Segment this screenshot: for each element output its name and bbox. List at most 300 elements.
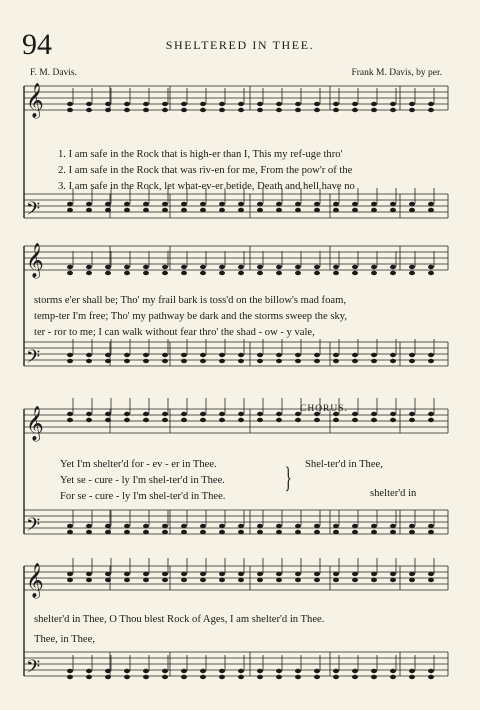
note-head bbox=[314, 675, 320, 679]
note-head bbox=[428, 271, 434, 275]
note-head bbox=[238, 669, 244, 673]
note-head bbox=[124, 202, 130, 206]
note-head bbox=[276, 412, 282, 416]
note-head bbox=[409, 572, 415, 576]
note-head bbox=[67, 412, 73, 416]
note-head bbox=[67, 418, 73, 422]
note-head bbox=[86, 102, 92, 106]
note-head bbox=[333, 675, 339, 679]
note-head bbox=[162, 675, 168, 679]
note-head bbox=[86, 530, 92, 534]
note-head bbox=[181, 578, 187, 582]
note-head bbox=[219, 108, 225, 112]
note-head bbox=[371, 108, 377, 112]
note-head bbox=[181, 102, 187, 106]
note-head bbox=[162, 669, 168, 673]
note-head bbox=[428, 418, 434, 422]
note-head bbox=[257, 353, 263, 357]
note-head bbox=[257, 524, 263, 528]
note-head bbox=[181, 412, 187, 416]
note-head bbox=[352, 524, 358, 528]
note-head bbox=[333, 102, 339, 106]
note-head bbox=[143, 530, 149, 534]
note-head bbox=[352, 675, 358, 679]
note-head bbox=[390, 208, 396, 212]
note-head bbox=[314, 202, 320, 206]
note-head bbox=[143, 265, 149, 269]
note-head bbox=[276, 572, 282, 576]
note-head bbox=[162, 102, 168, 106]
note-head bbox=[143, 108, 149, 112]
note-head bbox=[276, 102, 282, 106]
note-head bbox=[295, 675, 301, 679]
note-head bbox=[371, 412, 377, 416]
note-head bbox=[390, 578, 396, 582]
note-head bbox=[162, 208, 168, 212]
note-head bbox=[200, 412, 206, 416]
note-head bbox=[86, 208, 92, 212]
note-head bbox=[200, 418, 206, 422]
note-head bbox=[124, 108, 130, 112]
note-head bbox=[162, 202, 168, 206]
note-head bbox=[333, 530, 339, 534]
note-head bbox=[295, 208, 301, 212]
note-head bbox=[371, 102, 377, 106]
note-head bbox=[314, 669, 320, 673]
note-head bbox=[238, 530, 244, 534]
note-head bbox=[200, 578, 206, 582]
note-head bbox=[219, 208, 225, 212]
hymn-number: 94 bbox=[22, 28, 52, 61]
note-head bbox=[352, 578, 358, 582]
svg-text:𝄢: 𝄢 bbox=[26, 347, 41, 372]
note-head bbox=[390, 524, 396, 528]
note-head bbox=[238, 412, 244, 416]
svg-text:𝄢: 𝄢 bbox=[26, 199, 41, 224]
note-head bbox=[257, 265, 263, 269]
svg-text:𝄞: 𝄞 bbox=[26, 243, 44, 278]
note-head bbox=[86, 108, 92, 112]
note-head bbox=[409, 524, 415, 528]
note-heads bbox=[67, 88, 434, 679]
note-head bbox=[162, 530, 168, 534]
note-head bbox=[409, 578, 415, 582]
note-head bbox=[409, 412, 415, 416]
note-head bbox=[124, 208, 130, 212]
note-head bbox=[390, 202, 396, 206]
note-head bbox=[276, 265, 282, 269]
note-head bbox=[371, 669, 377, 673]
note-head bbox=[200, 202, 206, 206]
clefs bbox=[26, 83, 44, 682]
note-head bbox=[314, 102, 320, 106]
note-head bbox=[238, 353, 244, 357]
note-head bbox=[86, 359, 92, 363]
note-head bbox=[67, 353, 73, 357]
note-head bbox=[352, 265, 358, 269]
note-head bbox=[238, 108, 244, 112]
note-head bbox=[390, 418, 396, 422]
note-head bbox=[200, 530, 206, 534]
note-head bbox=[124, 675, 130, 679]
lyricist-credit: Frank M. Davis, by per. bbox=[351, 68, 442, 78]
note-head bbox=[143, 353, 149, 357]
note-head bbox=[257, 208, 263, 212]
note-head bbox=[105, 412, 111, 416]
note-head bbox=[143, 669, 149, 673]
note-head bbox=[371, 271, 377, 275]
svg-text:𝄞: 𝄞 bbox=[26, 406, 44, 441]
hymn-title: SHELTERED IN THEE. bbox=[165, 38, 315, 52]
chorus-refrain-top: Shel-ter'd in Thee, bbox=[305, 459, 383, 470]
note-head bbox=[124, 669, 130, 673]
note-head bbox=[200, 353, 206, 357]
note-head bbox=[67, 572, 73, 576]
note-head bbox=[105, 418, 111, 422]
note-head bbox=[352, 359, 358, 363]
note-head bbox=[333, 265, 339, 269]
note-head bbox=[162, 359, 168, 363]
note-head bbox=[105, 675, 111, 679]
note-head bbox=[428, 265, 434, 269]
note-head bbox=[371, 208, 377, 212]
note-head bbox=[390, 108, 396, 112]
note-head bbox=[428, 108, 434, 112]
note-head bbox=[219, 669, 225, 673]
note-head bbox=[86, 675, 92, 679]
svg-text:𝄢: 𝄢 bbox=[26, 515, 41, 540]
note-head bbox=[143, 412, 149, 416]
note-head bbox=[67, 271, 73, 275]
note-head bbox=[257, 572, 263, 576]
note-head bbox=[295, 572, 301, 576]
note-head bbox=[295, 353, 301, 357]
note-head bbox=[257, 102, 263, 106]
note-head bbox=[295, 524, 301, 528]
note-head bbox=[181, 675, 187, 679]
note-head bbox=[124, 102, 130, 106]
note-head bbox=[67, 208, 73, 212]
note-head bbox=[86, 265, 92, 269]
note-head bbox=[86, 524, 92, 528]
note-head bbox=[333, 208, 339, 212]
note-head bbox=[314, 265, 320, 269]
note-head bbox=[200, 524, 206, 528]
note-head bbox=[181, 669, 187, 673]
chorus-line-4-top: shelter'd in Thee, O Thou blest Rock of Ages, I am shelter'd in Thee. bbox=[34, 614, 325, 625]
note-head bbox=[143, 524, 149, 528]
note-head bbox=[257, 202, 263, 206]
note-head bbox=[219, 412, 225, 416]
note-head bbox=[352, 530, 358, 534]
note-head bbox=[238, 572, 244, 576]
note-head bbox=[371, 202, 377, 206]
note-head bbox=[143, 202, 149, 206]
note-head bbox=[314, 359, 320, 363]
note-head bbox=[390, 412, 396, 416]
note-head bbox=[314, 208, 320, 212]
note-head bbox=[352, 572, 358, 576]
note-head bbox=[238, 202, 244, 206]
note-head bbox=[238, 271, 244, 275]
note-head bbox=[162, 265, 168, 269]
note-head bbox=[124, 353, 130, 357]
note-head bbox=[428, 524, 434, 528]
note-head bbox=[314, 418, 320, 422]
note-head bbox=[162, 418, 168, 422]
verse-1-line-2: storms e'er shall be; Tho' my frail bark is toss'd on the billow's mad foam, bbox=[34, 295, 346, 306]
note-head bbox=[371, 418, 377, 422]
note-head bbox=[295, 265, 301, 269]
note-head bbox=[238, 208, 244, 212]
note-head bbox=[428, 412, 434, 416]
verse-1-line-1: 1. I am safe in the Rock that is high-er than I, This my ref-uge thro' bbox=[58, 149, 343, 160]
note-head bbox=[371, 524, 377, 528]
note-head bbox=[390, 271, 396, 275]
note-head bbox=[257, 108, 263, 112]
note-head bbox=[371, 578, 377, 582]
note-head bbox=[124, 530, 130, 534]
note-head bbox=[390, 353, 396, 357]
note-head bbox=[333, 108, 339, 112]
note-head bbox=[181, 208, 187, 212]
note-head bbox=[314, 271, 320, 275]
note-head bbox=[352, 418, 358, 422]
note-head bbox=[219, 418, 225, 422]
note-head bbox=[390, 265, 396, 269]
note-head bbox=[295, 578, 301, 582]
note-head bbox=[105, 265, 111, 269]
note-head bbox=[105, 102, 111, 106]
note-head bbox=[295, 102, 301, 106]
note-head bbox=[181, 271, 187, 275]
composer-credit: F. M. Davis. bbox=[30, 68, 78, 78]
note-head bbox=[162, 524, 168, 528]
note-head bbox=[276, 418, 282, 422]
note-head bbox=[67, 524, 73, 528]
note-head bbox=[352, 202, 358, 206]
note-head bbox=[314, 108, 320, 112]
note-head bbox=[162, 572, 168, 576]
note-head bbox=[219, 359, 225, 363]
note-head bbox=[333, 524, 339, 528]
note-head bbox=[86, 353, 92, 357]
verse-1-line-3: Yet I'm shelter'd for - ev - er in Thee. bbox=[60, 459, 217, 470]
note-head bbox=[143, 578, 149, 582]
note-head bbox=[219, 102, 225, 106]
note-head bbox=[333, 578, 339, 582]
note-head bbox=[105, 271, 111, 275]
note-head bbox=[181, 108, 187, 112]
note-head bbox=[257, 412, 263, 416]
note-head bbox=[276, 669, 282, 673]
note-head bbox=[162, 578, 168, 582]
note-head bbox=[276, 530, 282, 534]
note-head bbox=[105, 208, 111, 212]
note-head bbox=[409, 353, 415, 357]
note-head bbox=[124, 359, 130, 363]
note-head bbox=[105, 108, 111, 112]
note-head bbox=[390, 572, 396, 576]
note-head bbox=[124, 271, 130, 275]
note-head bbox=[105, 572, 111, 576]
note-head bbox=[162, 108, 168, 112]
note-head bbox=[352, 669, 358, 673]
note-head bbox=[428, 102, 434, 106]
note-head bbox=[276, 208, 282, 212]
note-head bbox=[428, 353, 434, 357]
note-head bbox=[124, 524, 130, 528]
note-head bbox=[67, 265, 73, 269]
note-head bbox=[428, 669, 434, 673]
note-head bbox=[181, 524, 187, 528]
note-head bbox=[200, 572, 206, 576]
note-head bbox=[295, 669, 301, 673]
note-head bbox=[295, 108, 301, 112]
note-head bbox=[295, 359, 301, 363]
note-head bbox=[428, 530, 434, 534]
note-head bbox=[219, 675, 225, 679]
note-head bbox=[333, 271, 339, 275]
note-head bbox=[352, 208, 358, 212]
note-head bbox=[238, 359, 244, 363]
note-head bbox=[67, 202, 73, 206]
note-head bbox=[409, 271, 415, 275]
note-head bbox=[200, 359, 206, 363]
note-head bbox=[124, 265, 130, 269]
note-head bbox=[105, 524, 111, 528]
note-head bbox=[314, 572, 320, 576]
note-head bbox=[409, 265, 415, 269]
note-head bbox=[390, 530, 396, 534]
note-head bbox=[409, 202, 415, 206]
note-head bbox=[143, 208, 149, 212]
note-head bbox=[333, 353, 339, 357]
note-head bbox=[67, 578, 73, 582]
note-head bbox=[105, 530, 111, 534]
note-head bbox=[257, 530, 263, 534]
note-head bbox=[105, 669, 111, 673]
note-head bbox=[409, 108, 415, 112]
note-head bbox=[352, 271, 358, 275]
note-head bbox=[276, 359, 282, 363]
note-head bbox=[238, 675, 244, 679]
note-head bbox=[124, 412, 130, 416]
note-head bbox=[238, 418, 244, 422]
note-head bbox=[371, 572, 377, 576]
note-head bbox=[352, 108, 358, 112]
note-head bbox=[105, 359, 111, 363]
note-head bbox=[276, 353, 282, 357]
note-head bbox=[257, 578, 263, 582]
note-head bbox=[67, 669, 73, 673]
chorus-line-4-bass: Thee, in Thee, bbox=[34, 634, 95, 645]
note-head bbox=[86, 578, 92, 582]
svg-text:𝄞: 𝄞 bbox=[26, 83, 44, 118]
note-head bbox=[143, 572, 149, 576]
note-head bbox=[257, 271, 263, 275]
note-head bbox=[200, 265, 206, 269]
note-head bbox=[200, 669, 206, 673]
note-head bbox=[314, 578, 320, 582]
note-head bbox=[105, 353, 111, 357]
note-head bbox=[276, 675, 282, 679]
note-head bbox=[428, 578, 434, 582]
note-head bbox=[314, 530, 320, 534]
note-head bbox=[409, 102, 415, 106]
note-head bbox=[333, 572, 339, 576]
note-head bbox=[238, 524, 244, 528]
note-head bbox=[314, 353, 320, 357]
note-head bbox=[219, 524, 225, 528]
note-head bbox=[67, 359, 73, 363]
note-head bbox=[86, 418, 92, 422]
note-head bbox=[257, 675, 263, 679]
note-head bbox=[219, 265, 225, 269]
note-head bbox=[181, 202, 187, 206]
note-head bbox=[86, 202, 92, 206]
note-head bbox=[200, 208, 206, 212]
note-head bbox=[162, 353, 168, 357]
note-head bbox=[390, 669, 396, 673]
note-head bbox=[105, 578, 111, 582]
note-head bbox=[314, 524, 320, 528]
note-head bbox=[390, 102, 396, 106]
note-head bbox=[219, 202, 225, 206]
chorus-label: CHORUS. bbox=[300, 404, 348, 414]
note-head bbox=[295, 418, 301, 422]
verse-3-line-1: 3. I am safe in the Rock, let what-ev-er betide, Death and hell have no bbox=[58, 181, 355, 192]
note-head bbox=[390, 675, 396, 679]
note-head bbox=[200, 102, 206, 106]
note-head bbox=[428, 208, 434, 212]
note-head bbox=[352, 102, 358, 106]
note-head bbox=[219, 572, 225, 576]
note-head bbox=[333, 359, 339, 363]
note-head bbox=[409, 208, 415, 212]
note-head bbox=[143, 418, 149, 422]
note-head bbox=[86, 572, 92, 576]
note-head bbox=[67, 530, 73, 534]
note-head bbox=[409, 675, 415, 679]
note-head bbox=[409, 530, 415, 534]
note-head bbox=[181, 572, 187, 576]
note-head bbox=[143, 271, 149, 275]
note-head bbox=[238, 578, 244, 582]
note-head bbox=[181, 530, 187, 534]
note-head bbox=[371, 530, 377, 534]
note-head bbox=[67, 675, 73, 679]
note-head bbox=[371, 265, 377, 269]
note-head bbox=[409, 359, 415, 363]
note-head bbox=[200, 271, 206, 275]
note-head bbox=[143, 675, 149, 679]
note-head bbox=[238, 265, 244, 269]
note-head bbox=[295, 202, 301, 206]
note-head bbox=[409, 418, 415, 422]
note-head bbox=[333, 202, 339, 206]
note-head bbox=[276, 271, 282, 275]
note-head bbox=[219, 353, 225, 357]
note-head bbox=[257, 418, 263, 422]
note-head bbox=[105, 202, 111, 206]
note-head bbox=[181, 418, 187, 422]
note-head bbox=[67, 102, 73, 106]
note-head bbox=[390, 359, 396, 363]
note-head bbox=[162, 412, 168, 416]
note-head bbox=[352, 412, 358, 416]
note-head bbox=[428, 202, 434, 206]
